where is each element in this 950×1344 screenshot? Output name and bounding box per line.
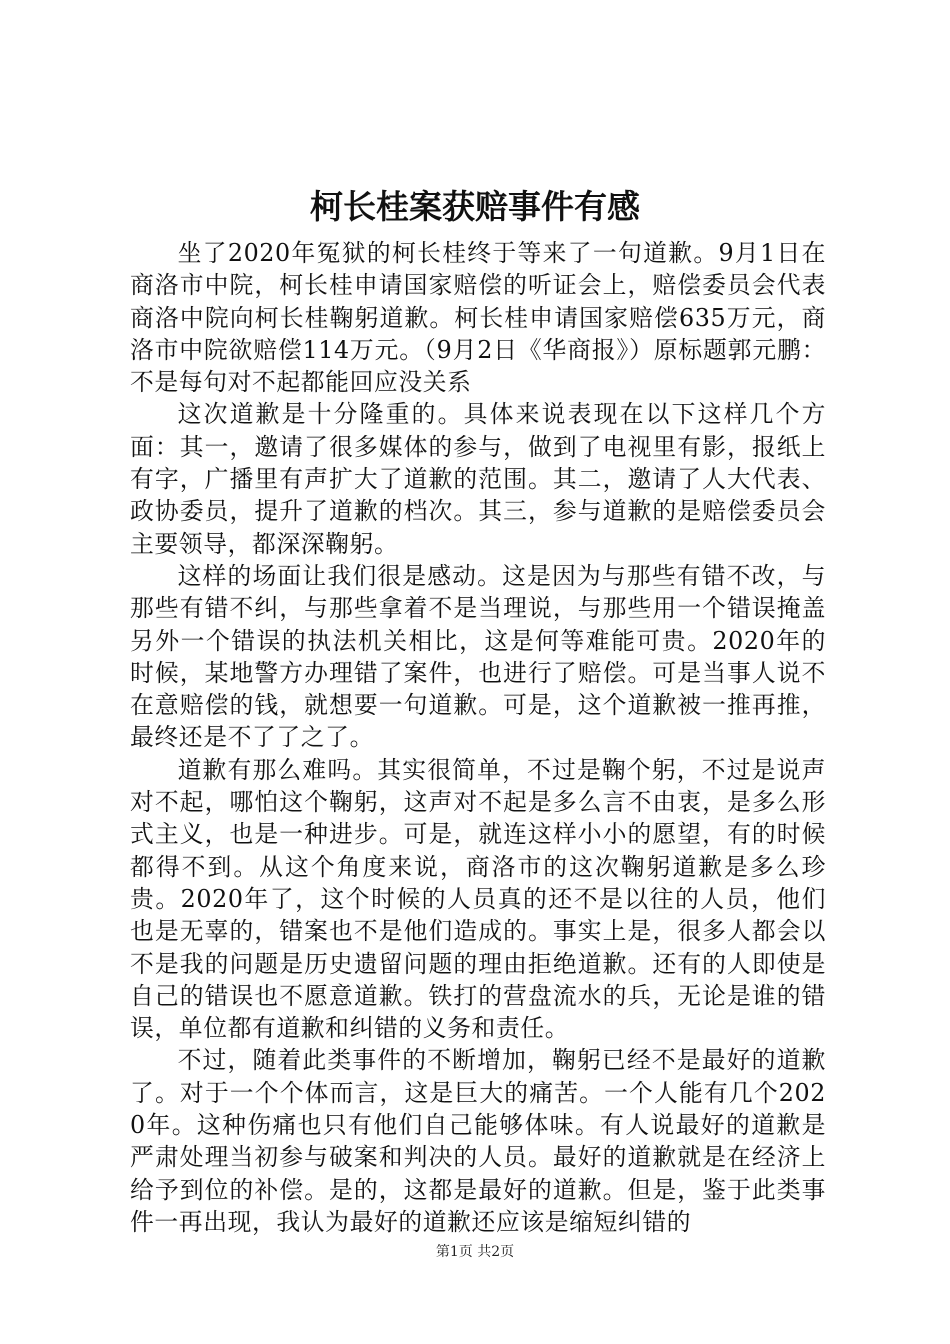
document-title: 柯长桂案获赔事件有感 bbox=[310, 187, 640, 226]
paragraph: 不过，随着此类事件的不断增加，鞠躬已经不是最好的道歉了。对于一个个体而言，这是巨大的痛苦。一个人能有几个2020年。这种伤痛也只有他们自己能够体味。有人说最好的道歉是严肃处理当初参与破案和判决的人员。最好的道歉就是在经济上给予到位的补偿。是的，这都是最好的道歉。但是，鉴于此类事件一再出现，我认为最好的道歉还应该是缩短纠错的 bbox=[130, 1046, 826, 1236]
paragraph: 道歉有那么难吗。其实很简单，不过是鞠个躬，不过是说声对不起，哪怕这个鞠躬，这声对不起是多么言不由衷，是多么形式主义，也是一种进步。可是，就连这样小小的愿望，有的时候都得不到。从这个角度来说，商洛市的这次鞠躬道歉是多么珍贵。2020年了，这个时候的人员真的还不是以往的人员，他们也是无辜的，错案也不是他们造成的。事实上是，很多人都会以不是我的问题是历史遗留问题的理由拒绝道歉。还有的人即使是自己的错误也不愿意道歉。铁打的营盘流水的兵，无论是谁的错误，单位都有道歉和纠错的义务和责任。 bbox=[130, 755, 826, 1043]
paragraph: 这样的场面让我们很是感动。这是因为与那些有错不改，与那些有错不纠，与那些拿着不是当理说，与那些用一个错误掩盖另外一个错误的执法机关相比，这是何等难能可贵。2020年的时候，某地警方办理错了案件，也进行了赔偿。可是当事人说不在意赔偿的钱，就想要一句道歉。可是，这个道歉被一推再推，最终还是不了了之了。 bbox=[130, 561, 826, 752]
paragraph: 这次道歉是十分隆重的。具体来说表现在以下这样几个方面：其一，邀请了很多媒体的参与，做到了电视里有影，报纸上有字，广播里有声扩大了道歉的范围。其二，邀请了人大代表、政协委员，提升了道歉的档次。其三，参与道歉的是赔偿委员会主要领导，都深深鞠躬。 bbox=[130, 400, 826, 558]
document-body bbox=[130, 237, 826, 1238]
page-number-footer: 第1页 共2页 bbox=[435, 1244, 515, 1260]
paragraph: 坐了2020年冤狱的柯长桂终于等来了一句道歉。9月1日在商洛市中院，柯长桂申请国家赔偿的听证会上，赔偿委员会代表商洛中院向柯长桂鞠躬道歉。柯长桂申请国家赔偿635万元，商洛市中院欲赔偿114万元。（9月2日《华商报》）原标题郭元鹏：不是每句对不起都能回应没关系 bbox=[130, 239, 826, 397]
